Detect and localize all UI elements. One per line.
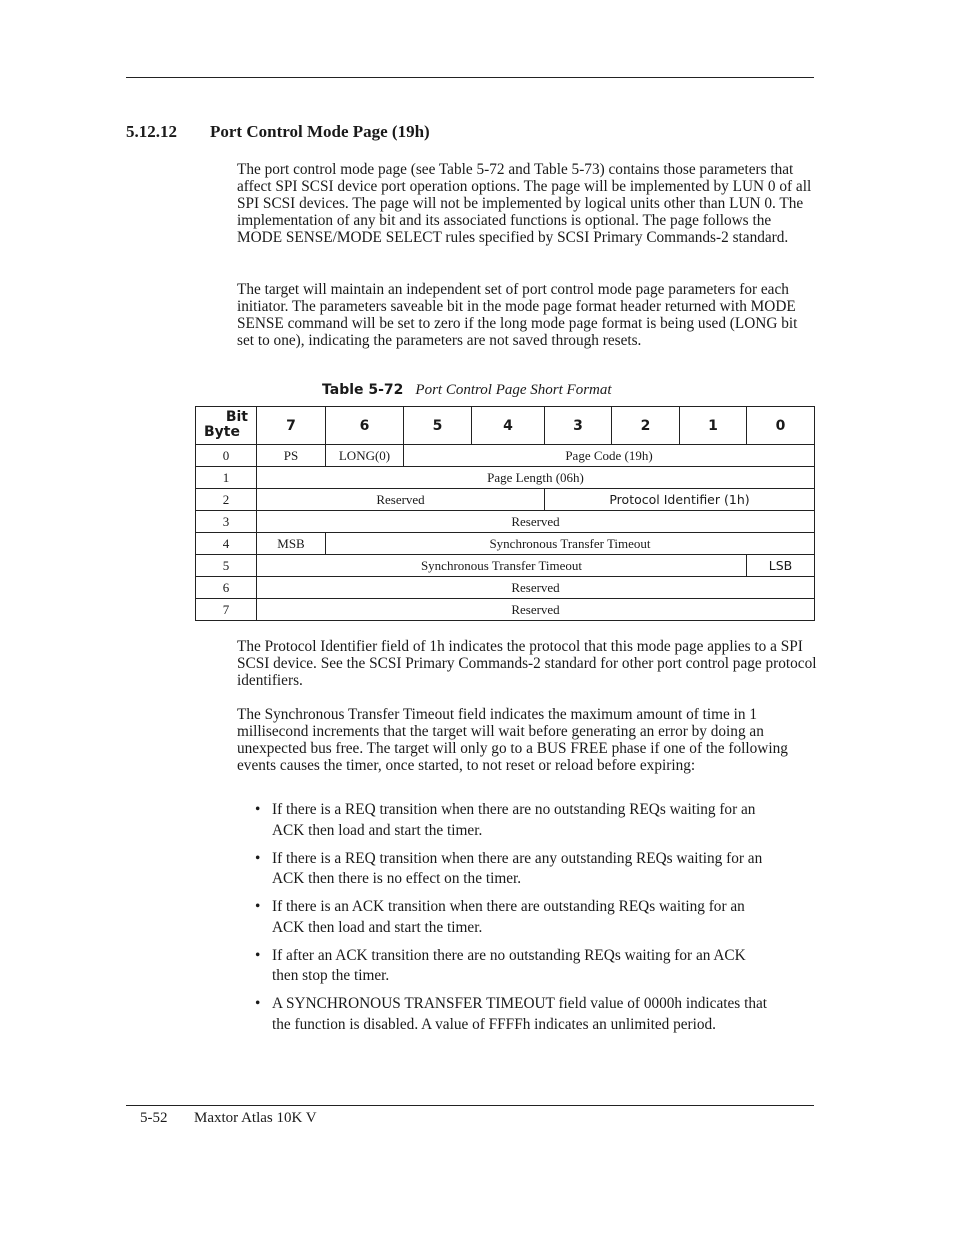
reserved-cell: Reserved [257, 599, 815, 621]
list-item-text: If there is a REQ transition when there are any outstanding REQs waiting for an ACK then there is no effect on the timer. [272, 849, 763, 887]
reserved-cell: Reserved [257, 489, 545, 511]
page-code-cell: Page Code (19h) [404, 445, 815, 467]
reserved-cell: Reserved [257, 511, 815, 533]
table-row [196, 533, 815, 555]
event-list [252, 800, 772, 1043]
list-item-text: If there is an ACK transition when there are outstanding REQs waiting for an ACK then load and start the timer. [272, 898, 745, 936]
bit-header: 6 [326, 407, 404, 445]
table-row [196, 555, 815, 577]
table-label: Table 5-72 [322, 382, 404, 398]
reserved-cell: Reserved [257, 577, 815, 599]
timeout-cell: Synchronous Transfer Timeout [326, 533, 815, 555]
timeout-cell: Synchronous Transfer Timeout [257, 555, 747, 577]
byte-cell: 2 [196, 489, 257, 511]
byte-cell: 0 [196, 445, 257, 467]
bit-header: 4 [472, 407, 545, 445]
bit-header: 1 [680, 407, 747, 445]
ps-cell: PS [257, 445, 326, 467]
protocol-identifier-cell: Protocol Identifier (1h) [545, 489, 815, 511]
section-title: Port Control Mode Page (19h) [210, 122, 430, 141]
list-item [252, 994, 772, 1035]
byte-cell: 5 [196, 555, 257, 577]
list-item [252, 946, 772, 987]
table-row [196, 511, 815, 533]
page-footer [140, 1110, 317, 1127]
byte-cell: 3 [196, 511, 257, 533]
long-cell: LONG(0) [326, 445, 404, 467]
list-item [252, 897, 772, 938]
bullet-icon: • [255, 849, 261, 867]
lsb-cell: LSB [747, 555, 815, 577]
bit-header: 7 [257, 407, 326, 445]
table-title: Port Control Page Short Format [415, 382, 612, 398]
footer-rule [126, 1105, 814, 1106]
section-heading [126, 122, 430, 142]
corner-byte-label: Byte [204, 424, 240, 440]
bullet-icon: • [255, 898, 261, 915]
table-row [196, 489, 815, 511]
list-item-text: If after an ACK transition there are no outstanding REQs waiting for an ACK then stop the timer. [272, 946, 746, 984]
table-row [196, 577, 815, 599]
byte-cell: 1 [196, 467, 257, 489]
page-length-cell: Page Length (06h) [257, 467, 815, 489]
byte-cell: 4 [196, 533, 257, 555]
page-number: 5-52 [140, 1110, 168, 1126]
paragraph-intro: The port control mode page (see Table 5-72 and Table 5-73) contains those parameters that affect SPI SCSI device port operation options. The page will be implemented by LUN 0 of all SPI SCSI devices. The page will not be implemented by logical units other than LUN 0. The implementation of any bit and its associated functions is optional. The page follows the MODE SENSE/MODE SELECT rules specified by SCSI Primary Commands-2 standard. [237, 161, 812, 246]
register-table [195, 406, 815, 621]
msb-cell: MSB [257, 533, 326, 555]
bullet-icon: • [255, 946, 261, 964]
list-item-text: If there is a REQ transition when there are no outstanding REQs waiting for an ACK then load and start the timer. [272, 801, 756, 839]
product-name: Maxtor Atlas 10K V [194, 1110, 317, 1126]
corner-bit-label: Bit [225, 409, 248, 425]
list-item-text: A SYNCHRONOUS TRANSFER TIMEOUT field value of 0000h indicates that the function is disabled. A value of FFFFh indicates an unlimited period. [272, 995, 768, 1033]
corner-cell [196, 407, 257, 445]
table-caption [322, 382, 612, 399]
byte-cell: 7 [196, 599, 257, 621]
table-row [196, 445, 815, 467]
table-header-row [196, 407, 815, 445]
paragraph-protocol: The Protocol Identifier field of 1h indicates the protocol that this mode page applies to a SPI SCSI device. See the SCSI Primary Commands-2 standard for other port control page protocol identifiers. [237, 638, 817, 689]
table-row [196, 599, 815, 621]
header-rule [126, 77, 814, 78]
bit-header: 0 [747, 407, 815, 445]
bullet-icon: • [255, 995, 261, 1012]
list-item [252, 849, 772, 890]
byte-cell: 6 [196, 577, 257, 599]
table-row [196, 467, 815, 489]
bit-header: 2 [612, 407, 680, 445]
paragraph-timeout: The Synchronous Transfer Timeout field indicates the maximum amount of time in 1 millisecond increments that the target will wait before generating an error by doing an unexpected bus free. The target will only go to a BUS FREE phase if one of the following events causes the timer, once started, to not reset or reload before expiring: [237, 706, 788, 774]
paragraph-initiator: The target will maintain an independent set of port control mode page parameters for each initiator. The parameters saveable bit in the mode page format header returned with MODE SENSE command will be set to zero if the long mode page format is being used (LONG bit set to one), indicating the parameters are not saved through resets. [237, 281, 798, 349]
bit-header: 3 [545, 407, 612, 445]
bullet-icon: • [255, 801, 261, 818]
list-item [252, 800, 772, 841]
bit-header: 5 [404, 407, 472, 445]
section-number: 5.12.12 [126, 122, 177, 141]
